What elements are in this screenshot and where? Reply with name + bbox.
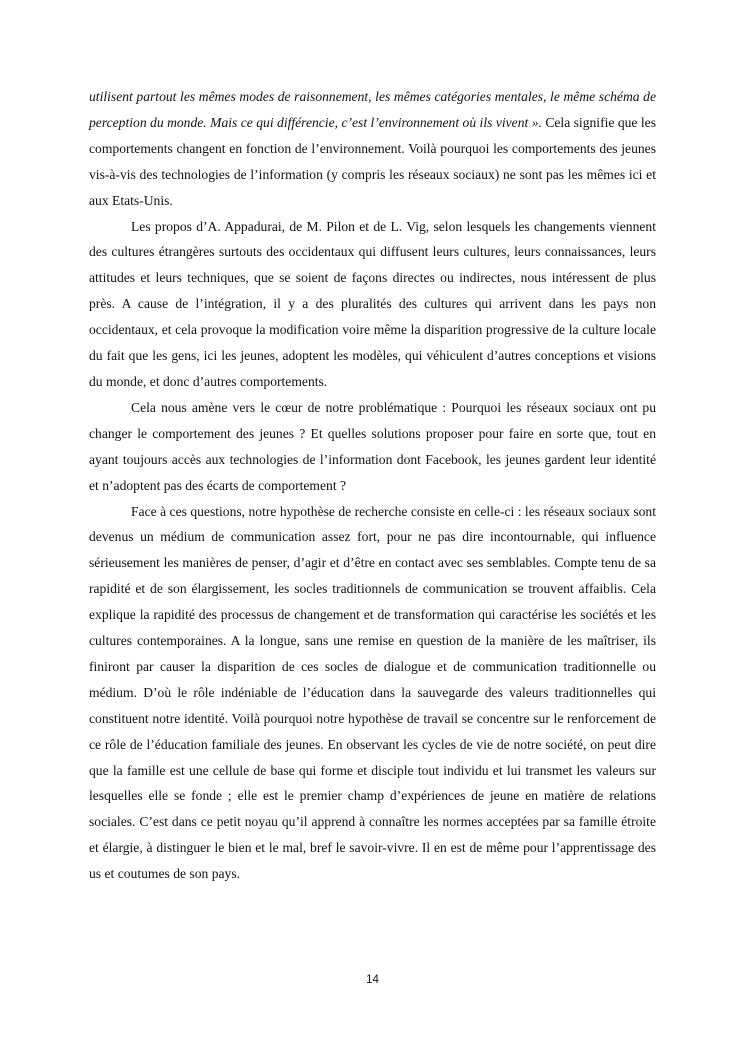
- paragraph-3: Cela nous amène vers le cœur de notre problématique : Pourquoi les réseaux sociaux ont pu changer le comportement des jeunes ? Et quelles solutions proposer pour faire en sorte que, tout en ayant toujours accès aux technologies de l’information dont Facebook, les jeunes gardent leur identité et n’adoptent pas des écarts de comportement ?: [89, 399, 656, 493]
- body-text: [89, 84, 656, 887]
- paragraph-4: Face à ces questions, notre hypothèse de recherche consiste en celle-ci : les réseaux sociaux sont devenus un médium de communication assez fort, pour ne pas dire incontournable, qui influence sérieusement les manières de penser, d’agir et d’être en contact avec ses semblables. Compte tenu de sa rapidité et de son élargissement, les socles traditionnels de communication se trouvent affaiblis. Cela explique la rapidité des processus de changement et de transformation qui caractérise les sociétés et les cultures contemporaines. A la longue, sans une remise en question de la manière de les maîtriser, ils finiront par causer la disparition de ces socles de dialogue et de communication traditionnelle ou médium. D’où le rôle indéniable de l’éducation dans la sauvegarde des valeurs traditionnelles qui constituent notre identité. Voilà pourquoi notre hypothèse de travail se concentre sur le renforcement de ce rôle de l’éducation familiale des jeunes. En observant les cycles de vie de notre société, on peut dire que la famille est une cellule de base qui forme et disciple tout individu et lui transmet les valeurs sur lesquelles elle se fonde ; elle est le premier champ d’expériences de jeune en matière de relations sociales. C’est dans ce petit noyau qu’il apprend à connaître les normes acceptées par sa famille étroite et élargie, à distinguer le bien et le mal, bref le savoir-vivre. Il en est de même pour l’apprentissage des us et coutumes de son pays.: [89, 503, 656, 882]
- page-number: 14: [366, 974, 379, 986]
- paragraph-1-text: Cela signifie que les comportements changent en fonction de l’environnement. Voilà pourquoi les comportements des jeunes vis-à-vis des technologies de l’information (y compris les réseaux sociaux) ne sont pas les mêmes ici et aux Etats-Unis.: [89, 114, 656, 208]
- paragraph-1: [89, 84, 656, 214]
- paragraph-1-italic-quote: utilisent partout les mêmes modes de raisonnement, les mêmes catégories mentales, le même schéma de perception du monde. Mais ce qui différencie, c’est l’environnement où ils vivent ».: [89, 89, 656, 130]
- paragraph-2: Les propos d’A. Appadurai, de M. Pilon et de L. Vig, selon lesquels les changements viennent des cultures étrangères surtouts des occidentaux qui diffusent leurs cultures, leurs connaissances, leurs attitudes et leurs techniques, que se soient de façons directes ou indirectes, nous intéressent de plus près. A cause de l’intégration, il y a des pluralités des cultures qui arrivent dans les pays non occidentaux, et cela provoque la modification voire même la disparition progressive de la culture locale du fait que les gens, ici les jeunes, adoptent les modèles, qui véhiculent d’autres conceptions et visions du monde, et donc d’autres comportements.: [89, 218, 656, 389]
